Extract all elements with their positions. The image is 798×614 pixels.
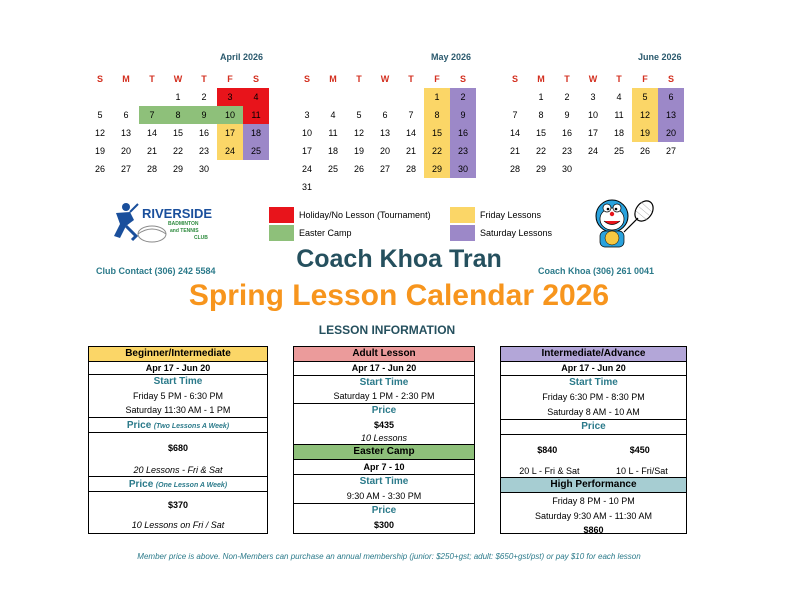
- calendar-day: 11: [614, 110, 624, 120]
- easter-time: 9:30 AM - 3:30 PM: [294, 489, 474, 504]
- calendar-day: 21: [146, 146, 157, 156]
- weekday-header: F: [642, 74, 648, 84]
- price-note: (Two Lessons A Week): [153, 423, 230, 430]
- price-label: Price: [128, 479, 154, 490]
- calendar-day: 17: [301, 146, 312, 156]
- calendar-day: 14: [146, 128, 157, 138]
- intermediate-price-label: Price: [501, 420, 686, 435]
- riverside-club-logo: [108, 200, 218, 248]
- price-label: Price: [126, 420, 152, 431]
- intermediate-box: [500, 346, 687, 534]
- calendar-day: 6: [123, 110, 129, 120]
- logo-text-tennis: and TENNIS: [170, 228, 199, 234]
- calendar-day: 17: [587, 128, 598, 138]
- calendar-day: 12: [94, 128, 105, 138]
- calendar-day: 24: [587, 146, 598, 156]
- weekday-header: T: [564, 74, 570, 84]
- legend-label: Holiday/No Lesson (Tournament): [299, 210, 431, 220]
- calendar-day: 5: [97, 110, 103, 120]
- calendar-day: 1: [175, 92, 181, 102]
- beginner-start-time-label: Start Time: [153, 376, 203, 387]
- coach-contact: Coach Khoa (306) 261 0041: [538, 266, 655, 276]
- easter-start-time-label: Start Time: [359, 476, 409, 487]
- calendar-day: 22: [424, 142, 450, 160]
- weekday-header: S: [511, 74, 518, 84]
- logo-text-badminton: BADMINTON: [168, 221, 199, 227]
- price-two-lessons: $840: [537, 445, 558, 455]
- calendar-day: 15: [535, 128, 546, 138]
- calendar-day: 28: [146, 164, 157, 174]
- calendar-day: 4: [616, 92, 622, 102]
- calendar-day: 2: [201, 92, 207, 102]
- price-one-lesson: $450: [629, 445, 650, 455]
- legend-swatch: [269, 225, 294, 241]
- calendar-day: 3: [217, 88, 243, 106]
- calendar-day: 29: [535, 164, 546, 174]
- month-title: June 2026: [638, 52, 682, 62]
- legend-label: Friday Lessons: [480, 210, 542, 220]
- calendar-day: 25: [243, 142, 269, 160]
- calendar-day: 15: [424, 124, 450, 142]
- beginner-price-two-value: $680: [167, 443, 189, 453]
- beginner-price-one-desc: 10 Lessons on Fri / Sat: [131, 520, 225, 530]
- calendar-day: 6: [658, 88, 684, 106]
- calendar-day: 10: [217, 106, 243, 124]
- weekday-header: T: [408, 74, 414, 84]
- calendar-day: 6: [382, 110, 388, 120]
- beginner-time-friday: Friday 5 PM - 6:30 PM: [132, 391, 224, 401]
- beginner-price-two-header: [89, 418, 267, 433]
- calendar-day: 21: [405, 146, 416, 156]
- weekday-header: W: [588, 74, 598, 84]
- calendar-day: 14: [405, 128, 416, 138]
- calendar-day: 4: [243, 88, 269, 106]
- calendar-day: 31: [301, 182, 312, 192]
- calendar-day: 5: [632, 88, 658, 106]
- adult-price-desc: 10 Lessons: [294, 432, 474, 445]
- calendar-day: 21: [509, 146, 520, 156]
- high-performance-price: $860: [583, 525, 604, 535]
- calendar-day: 5: [356, 110, 362, 120]
- calendar-day: 13: [120, 128, 131, 138]
- calendar-day: 30: [450, 160, 476, 178]
- adult-dates: Apr 17 - Jun 20: [294, 362, 474, 376]
- adult-box: [293, 346, 475, 534]
- intermediate-start-time-label: Start Time: [569, 377, 618, 388]
- adult-price-value: $435: [373, 420, 395, 430]
- high-performance-time-saturday: Saturday 9:30 AM - 11:30 AM: [535, 511, 652, 521]
- calendar-day: 16: [198, 128, 209, 138]
- calendar-day: 28: [405, 164, 416, 174]
- calendar-day: 29: [172, 164, 183, 174]
- weekday-header: M: [537, 74, 545, 84]
- desc-two-lessons: 20 L - Fri & Sat: [519, 466, 580, 476]
- weekday-header: S: [667, 74, 674, 84]
- calendar-day: 20: [658, 124, 684, 142]
- calendar-day: 14: [509, 128, 520, 138]
- calendar-day: 10: [587, 110, 598, 120]
- easter-dates: Apr 7 - 10: [294, 460, 474, 475]
- calendar-day: 26: [639, 146, 650, 156]
- intermediate-title: Intermediate/Advance: [501, 347, 686, 362]
- beginner-price-one-value: $370: [167, 500, 189, 510]
- calendar-day: 12: [632, 106, 658, 124]
- beginner-price-one-header: [89, 477, 267, 492]
- calendar-day: 4: [330, 110, 336, 120]
- calendar-day: 20: [120, 146, 131, 156]
- beginner-box: [88, 346, 268, 534]
- intermediate-time-friday: Friday 6:30 PM - 8:30 PM: [542, 392, 645, 402]
- calendar-day: 12: [353, 128, 364, 138]
- calendar-day: 22: [172, 146, 183, 156]
- weekday-header: T: [149, 74, 155, 84]
- desc-one-lesson: 10 L - Fri/Sat: [616, 466, 668, 476]
- lesson-info-heading: LESSON INFORMATION: [318, 323, 456, 337]
- membership-footnote: Member price is above. Non-Members can purchase an annual membership (junior: $250+gst; adult: $650+gst/pst) or pay $10 for each lesson: [137, 552, 641, 561]
- calendar-day: 9: [191, 106, 217, 124]
- weekday-header: S: [252, 74, 259, 84]
- intermediate-time-saturday: Saturday 8 AM - 10 AM: [501, 405, 686, 420]
- easter-price-label: Price: [371, 505, 397, 516]
- legend-swatch: [450, 207, 475, 223]
- beginner-time-saturday: Saturday 11:30 AM - 1 PM: [89, 403, 267, 418]
- calendar-day: 1: [538, 92, 544, 102]
- calendar-day: 19: [94, 146, 105, 156]
- calendar-day: 9: [450, 106, 476, 124]
- calendar-day: 27: [665, 146, 676, 156]
- weekday-header: W: [380, 74, 390, 84]
- weekday-header: W: [173, 74, 183, 84]
- calendar-day: 20: [379, 146, 390, 156]
- calendar-day: 18: [243, 124, 269, 142]
- weekday-header: M: [122, 74, 130, 84]
- calendar-day: 30: [198, 164, 209, 174]
- page-title: Spring Lesson Calendar 2026: [188, 279, 610, 312]
- beginner-dates: Apr 17 - Jun 20: [89, 362, 267, 375]
- club-contact: Club Contact (306) 242 5584: [96, 266, 216, 276]
- calendar-day: 11: [328, 128, 338, 138]
- adult-title: Adult Lesson: [294, 347, 474, 362]
- price-note: (One Lesson A Week): [155, 482, 228, 489]
- calendar-day: 7: [139, 106, 165, 124]
- coach-name: Coach Khoa Tran: [296, 245, 502, 273]
- high-performance-time-friday: Friday 8 PM - 10 PM: [552, 496, 635, 506]
- calendar-day: 7: [408, 110, 414, 120]
- weekday-header: S: [303, 74, 310, 84]
- calendar-day: 19: [353, 146, 364, 156]
- weekday-header: S: [459, 74, 466, 84]
- calendar-day: 7: [512, 110, 518, 120]
- calendar-day: 29: [424, 160, 450, 178]
- legend-swatch: [269, 207, 294, 223]
- calendar-day: 24: [217, 142, 243, 160]
- calendar-day: 17: [217, 124, 243, 142]
- calendar-day: 18: [613, 128, 624, 138]
- calendar-day: 28: [509, 164, 520, 174]
- intermediate-price-descs: [501, 465, 686, 478]
- calendar-day: 15: [172, 128, 183, 138]
- calendar-day: 3: [304, 110, 310, 120]
- legend-label: Saturday Lessons: [480, 228, 553, 238]
- calendar-day: 8: [165, 106, 191, 124]
- calendar-day: 13: [658, 106, 684, 124]
- calendar-day: 11: [243, 106, 269, 124]
- calendar-day: 13: [379, 128, 390, 138]
- calendar-day: 1: [424, 88, 450, 106]
- month-title: May 2026: [431, 52, 472, 62]
- calendar-day: 25: [613, 146, 624, 156]
- calendar-day: 25: [327, 164, 338, 174]
- beginner-title: Beginner/Intermediate: [89, 347, 267, 362]
- calendar-day: 27: [379, 164, 390, 174]
- legend-swatch: [450, 225, 475, 241]
- calendar-day: 2: [450, 88, 476, 106]
- logo-text-riverside: RIVERSIDE: [142, 206, 213, 221]
- adult-time: Saturday 1 PM - 2:30 PM: [294, 390, 474, 404]
- beginner-price-two-desc: 20 Lessons - Fri & Sat: [89, 463, 267, 477]
- weekday-header: S: [96, 74, 103, 84]
- weekday-header: F: [434, 74, 440, 84]
- calendar-day: 26: [353, 164, 364, 174]
- easter-price-value: $300: [373, 520, 395, 530]
- calendar-day: 24: [301, 164, 312, 174]
- calendar-day: 8: [538, 110, 544, 120]
- calendar-day: 3: [590, 92, 596, 102]
- calendar-day: 26: [94, 164, 105, 174]
- weekday-header: T: [616, 74, 622, 84]
- logo-text-club: CLUB: [194, 235, 208, 241]
- calendar-day: 23: [450, 142, 476, 160]
- month-title: April 2026: [220, 52, 264, 62]
- weekday-header: F: [227, 74, 233, 84]
- calendar-day: 18: [327, 146, 338, 156]
- calendar-day: 22: [535, 146, 546, 156]
- calendar-day: 19: [632, 124, 658, 142]
- intermediate-price-values: [501, 435, 686, 465]
- easter-title: Easter Camp: [294, 445, 474, 460]
- weekday-header: T: [356, 74, 362, 84]
- adult-price-label: Price: [371, 405, 397, 416]
- calendar-day: 8: [424, 106, 450, 124]
- calendar-day: 16: [561, 128, 572, 138]
- calendar-day: 9: [564, 110, 570, 120]
- weekday-header: T: [201, 74, 207, 84]
- legend-label: Easter Camp: [299, 228, 352, 238]
- intermediate-dates: Apr 17 - Jun 20: [501, 362, 686, 376]
- calendar-day: 2: [564, 92, 570, 102]
- calendar-day: 23: [198, 146, 209, 156]
- calendar-day: 10: [301, 128, 312, 138]
- calendar-day: 27: [120, 164, 131, 174]
- high-performance-title: High Performance: [501, 478, 686, 493]
- calendar-day: 30: [561, 164, 572, 174]
- calendar-day: 23: [561, 146, 572, 156]
- calendar-day: 16: [450, 124, 476, 142]
- weekday-header: M: [329, 74, 337, 84]
- adult-start-time-label: Start Time: [359, 377, 409, 388]
